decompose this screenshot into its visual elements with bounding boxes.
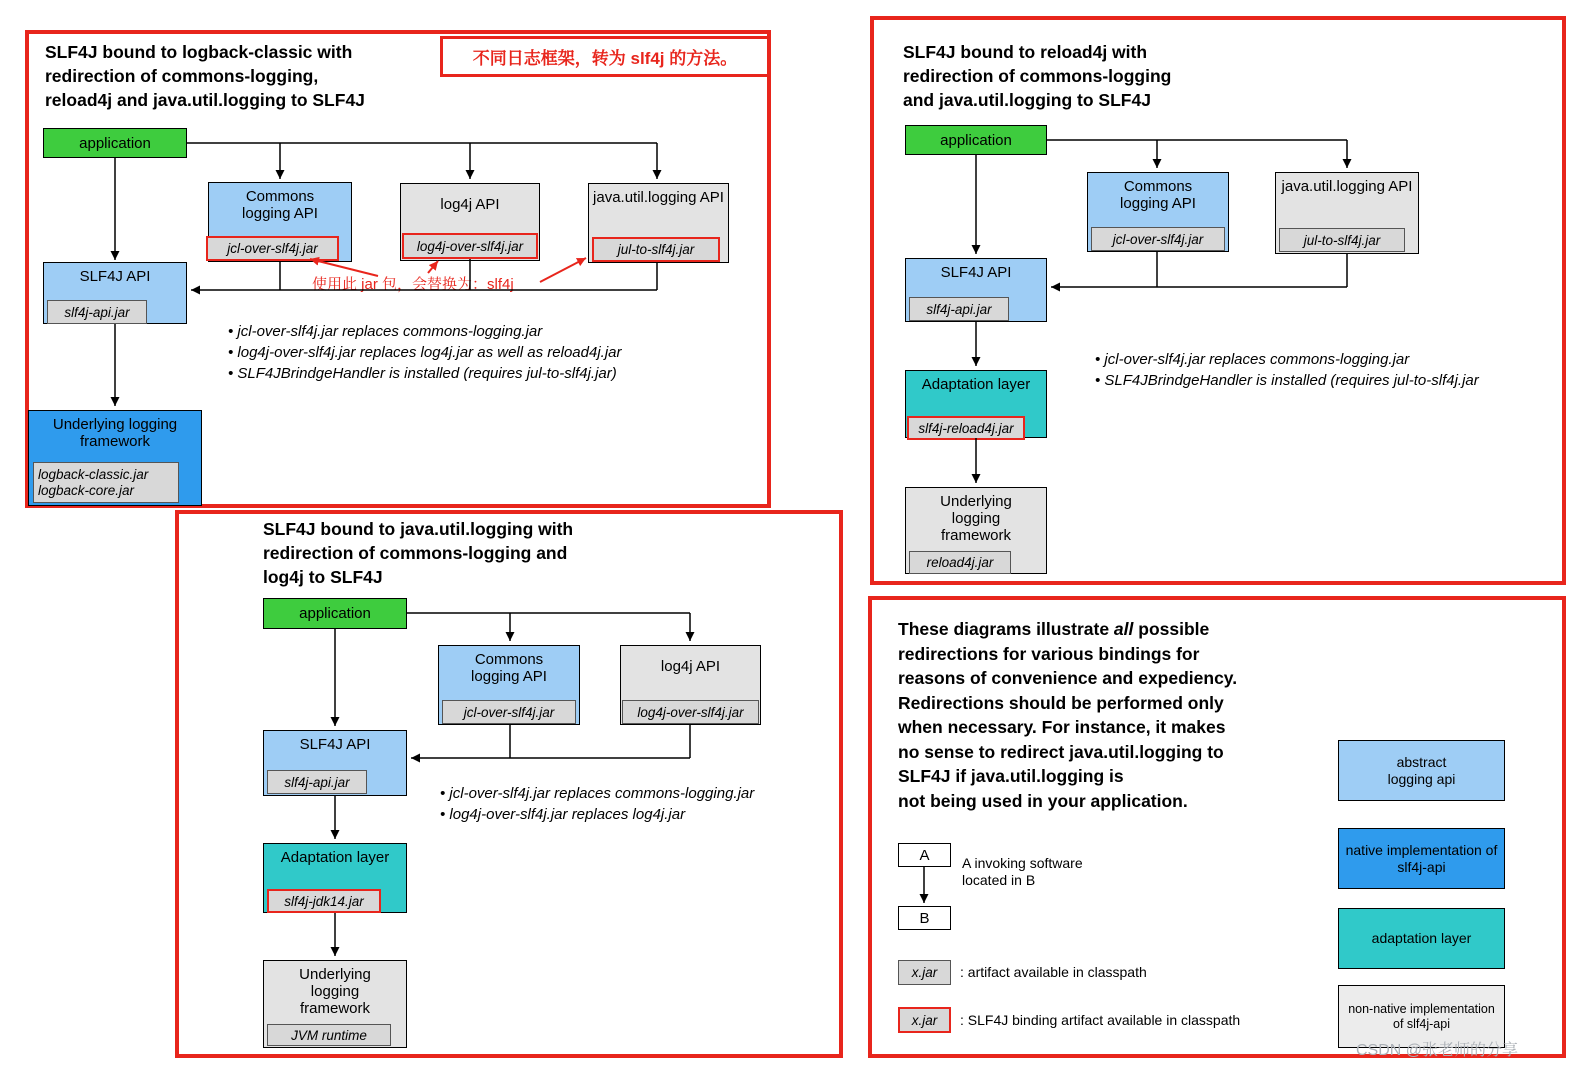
p3-underlying-framework-label: Underlying logging framework [299, 966, 371, 1017]
p2-slf4j-reload4j-jar: slf4j-reload4j.jar [907, 416, 1025, 440]
p2-adaptation-layer-label: Adaptation layer [921, 376, 1031, 393]
legend-xjar-red: x.jar [898, 1007, 951, 1033]
p2-commons-logging-api-label: Commons logging API [1120, 178, 1196, 212]
legend-xjar-red-desc: : SLF4J binding artifact available in classpath [960, 1012, 1241, 1028]
p1-jul-to-slf4j-jar: jul-to-slf4j.jar [592, 237, 720, 262]
legend-a-box: A [898, 843, 951, 867]
swatch-native-implementation: native implementation of slf4j-api [1338, 828, 1505, 889]
p1-logback-jar: logback-classic.jar logback-core.jar [33, 462, 179, 503]
p2-slf4j-api-label: SLF4J API [940, 264, 1012, 281]
p3-slf4j-jdk14-jar: slf4j-jdk14.jar [267, 889, 381, 913]
p2-jul-to-slf4j-jar: jul-to-slf4j.jar [1279, 228, 1405, 252]
p3-jvm-runtime-jar: JVM runtime [267, 1024, 391, 1046]
p2-slf4j-api-jar: slf4j-api.jar [909, 297, 1009, 321]
p2-underlying-framework-label: Underlying logging framework [940, 493, 1012, 544]
p3-slf4j-api-jar: slf4j-api.jar [267, 770, 367, 794]
csdn-watermark: CSDN @张老师的分享 [1356, 1042, 1519, 1059]
p1-slf4j-api-label: SLF4J API [79, 268, 151, 285]
p1-slf4j-api-jar: slf4j-api.jar [47, 300, 147, 324]
legend-b-box: B [898, 906, 951, 930]
legend-xjar-gray: x.jar [898, 960, 951, 985]
panel3-title: SLF4J bound to java.util.logging with redirection of commons-logging and log4j to SLF4J [263, 519, 574, 587]
p2-jcl-over-slf4j-jar: jcl-over-slf4j.jar [1091, 227, 1225, 251]
p1-log4j-api-label: log4j API [440, 196, 500, 213]
p3-log4j-api-label: log4j API [660, 658, 721, 675]
p2-bullets: • jcl-over-slf4j.jar replaces commons-logging.jar • SLF4JBrindgeHandler is installed (requires jul-to-slf4j.jar [1095, 351, 1479, 389]
p1-application-box: application [43, 128, 187, 158]
p1-underlying-framework-label: Underlying logging framework [52, 416, 178, 450]
p1-jcl-over-slf4j-jar: jcl-over-slf4j.jar [206, 236, 339, 261]
legend-xjar-gray-desc: : artifact available in classpath [960, 964, 1147, 980]
p1-log4j-over-slf4j-jar: log4j-over-slf4j.jar [402, 233, 538, 259]
p3-jcl-over-slf4j-jar: jcl-over-slf4j.jar [442, 700, 576, 724]
p3-commons-logging-api-label: Commons logging API [471, 651, 547, 685]
chinese-annotation-box: 不同日志框架，转为 slf4j 的方法。 [440, 36, 770, 77]
panel2-title: SLF4J bound to reload4j with redirection of commons-logging and java.util.logging to SLF4J [903, 42, 1172, 110]
p1-bullets: • jcl-over-slf4j.jar replaces commons-logging.jar • log4j-over-slf4j.jar replaces log4j.jar as well as reload4j.jar • SLF4JBrindgeHandler is installed (requires jul-to-slf4j.jar) [228, 323, 622, 382]
p2-reload4j-jar: reload4j.jar [909, 551, 1011, 574]
p3-bullets: • jcl-over-slf4j.jar replaces commons-logging.jar • log4j-over-slf4j.jar replaces log4j.jar [440, 785, 755, 823]
swatch-abstract-logging-api: abstract logging api [1338, 740, 1505, 801]
swatch-non-native-implementation: non-native implementation of slf4j-api [1338, 985, 1505, 1048]
p3-adaptation-layer-label: Adaptation layer [280, 849, 390, 866]
p2-application-box: application [905, 125, 1047, 155]
swatch-adaptation-layer: adaptation layer [1338, 908, 1505, 969]
p1-jul-api-label: java.util.logging API [593, 189, 724, 206]
p3-log4j-over-slf4j-jar: log4j-over-slf4j.jar [622, 700, 759, 724]
p1-commons-logging-api-label: Commons logging API [242, 188, 318, 222]
explanation-paragraph: These diagrams illustrate all possible redirections for various bindings for reasons of convenience and expediency. Redirections should be performed only when necessary. For instance, it makes no sense to redirect java.util.logging to SLF4J if java.util.logging is not being used in your application. [898, 619, 1238, 811]
p3-application-box: application [263, 598, 407, 629]
legend-invoking-text: A invoking software located in B [962, 855, 1083, 888]
p2-jul-api-label: java.util.logging API [1281, 178, 1413, 195]
panel1-title: SLF4J bound to logback-classic with redirection of commons-logging, reload4j and java.util.logging to SLF4J [45, 42, 365, 110]
p1-red-note: 使用此 jar 包，会替换为：slf4j [312, 276, 514, 293]
p3-slf4j-api-label: SLF4J API [299, 736, 371, 753]
